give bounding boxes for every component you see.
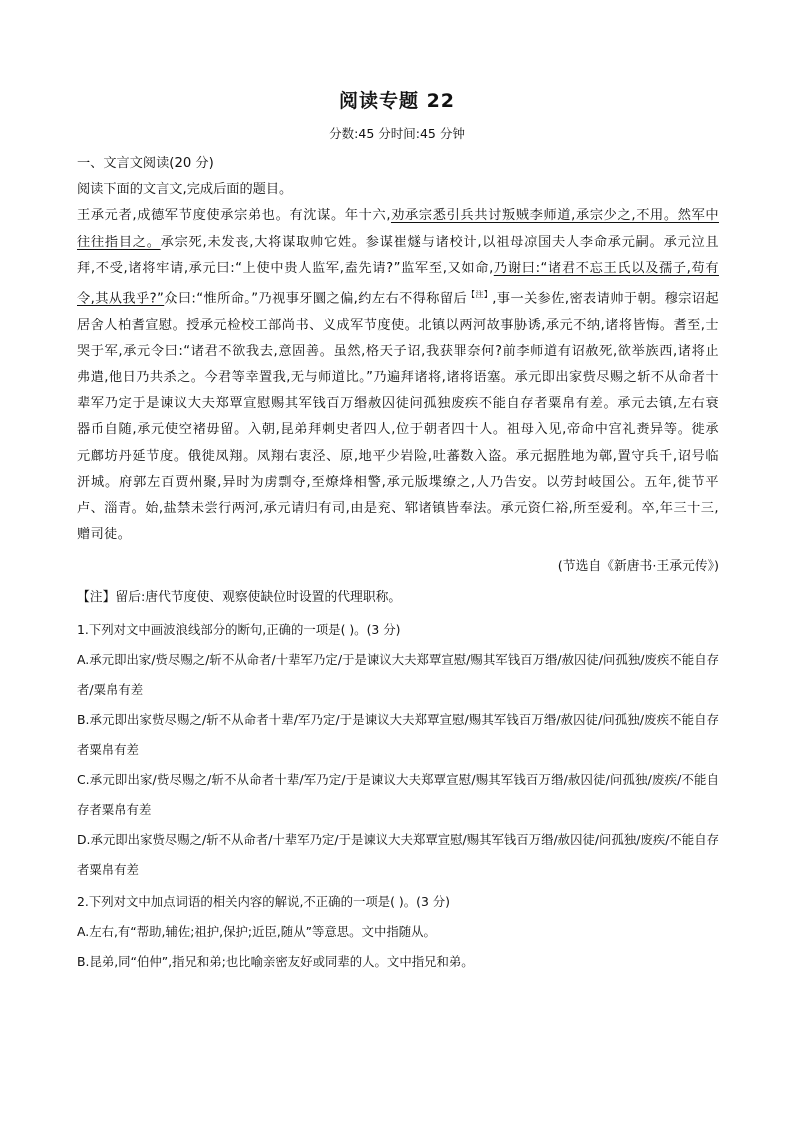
passage-text: 承宗死,未发丧,大将谋取帅它姓。参谋崔燧与诸校计,以祖母凉国夫人李命承元嗣。承元泣且拜,不受,诸将牢请,承元曰:“上使中贵人监军,盍先请?”监军至,又如命, [77,234,719,276]
instruction: 阅读下面的文言文,完成后面的题目。 [77,182,293,198]
question-1-option-d: D.承元即出家赀尽赐之/斩不从命者/十辈军乃定/于是谏议大夫郑覃宣慰/赐其军钱百万缗/赦囚徒/问孤独/废疾/不能自存者粟帛有差 [77,831,719,877]
annotation-note: 【注】留后:唐代节度使、观察使缺位时设置的代理职称。 [77,589,402,605]
page-title: 阅读专题 22 [338,90,456,112]
question-2-stem: 2.下列对文中加点词语的相关内容的解说,不正确的一项是( )。(3 分) [77,893,451,909]
question-1-option-b: B.承元即出家赀尽赐之/斩不从命者十辈/军乃定/于是谏议大夫郑覃宣慰/赐其军钱百万缗/赦囚徒/问孤独/废疾不能自存者粟帛有差 [77,711,719,757]
passage-text: 众曰:“惟所命。”乃视事牙圜之偏,约左右不得称留后 [164,291,468,307]
wavy-underlined-passage: 承元即出家赀尽赐之斩不从命者十辈军乃定于是谏议大夫郑覃宣慰赐其军钱百万缗赦囚徒问孤独废疾不能自存者粟帛有差 [77,369,719,412]
underlined-passage-1: 劝承宗悉引兵共讨叛贼李师道,承宗少之,不用。然军中往往指目之。 [77,208,719,250]
content-body [77,151,719,977]
question-1-option-a: A.承元即出家/赀尽赐之/斩不从命者/十辈军乃定/于是谏议大夫郑覃宣慰/赐其军钱百万缗/赦囚徒/问孤独/废疾不能自存者/粟帛有差 [77,651,719,697]
section-heading: 一、文言文阅读(20 分) [77,156,214,171]
footnote-marker: 【注】 [467,289,493,299]
passage-text: 王承元者,成德军节度使承宗弟也。有沈谋。年十六, [77,208,391,224]
passage-text: 。承元去镇,左右衰器币自随,承元使空褚毋留。入朝,昆弟拜刺史者四人,位于朝者四十人。祖母入见,帝命中宫礼赉异等。徙承元鄜坊丹延节度。俄徙凤翔。凤翔右衷泾、原,地平少岩险,吐蕃数入盗。承元据胜地为鄣,置守兵千,诏号临汧城。府郭左百贾州聚,异时为虏剽夺,至燎烽相警,承元版堞缭之,人乃告安。以劳封岐国公。五年,徙节平卢、淄青。始,盐禁未尝行两河,承元请归有司,由是兖、郓诸镇皆奉法。承元资仁裕,所至爱利。卒,年三十三,赠司徒。 [77,396,719,543]
score-time-info: 分数:45 分时间:45 分钟 [329,126,465,141]
question-1-option-c: C.承元即出家/赀尽赐之/斩不从命者十辈/军乃定/于是谏议大夫郑覃宣慰/赐其军钱百万缗/赦囚徒/问孤独/废疾/不能自存者粟帛有差 [77,771,719,817]
question-2-option-a: A.左右,有“帮助,辅佐;祖护,保护;近臣,随从”等意思。文中指随从。 [77,923,436,939]
question-1-stem: 1.下列对文中画波浪线部分的断句,正确的一项是( )。(3 分) [77,621,401,637]
question-2-option-b: B.昆弟,同“伯仲”,指兄和弟;也比喻亲密友好或同辈的人。文中指兄和弟。 [77,953,474,969]
passage-text: ,事一关参佐,密表请帅于朝。穆宗诏起居舍人柏耆宣慰。授承元检校工部尚书、义成军节度使。北镇以两河故事胁诱,承元不纳,诸将皆悔。耆至,士哭于军,承元令曰:“诸君不欲我去,意固善。虽然,格天子诏,我获罪奈何?前李师道有诏赦死,欲举族西,诸将止弗遣,他日乃共杀之。今君等幸置我,无与师道比。”乃遍拜诸将,诸将语塞。 [77,291,719,385]
classical-passage [77,203,719,548]
source-citation: (节选自《新唐书·王承元传》) [557,559,719,575]
underlined-passage-2: 乃谢曰:“诸君不忘王氏以及孺子,苟有令,其从我乎?” [77,260,719,307]
